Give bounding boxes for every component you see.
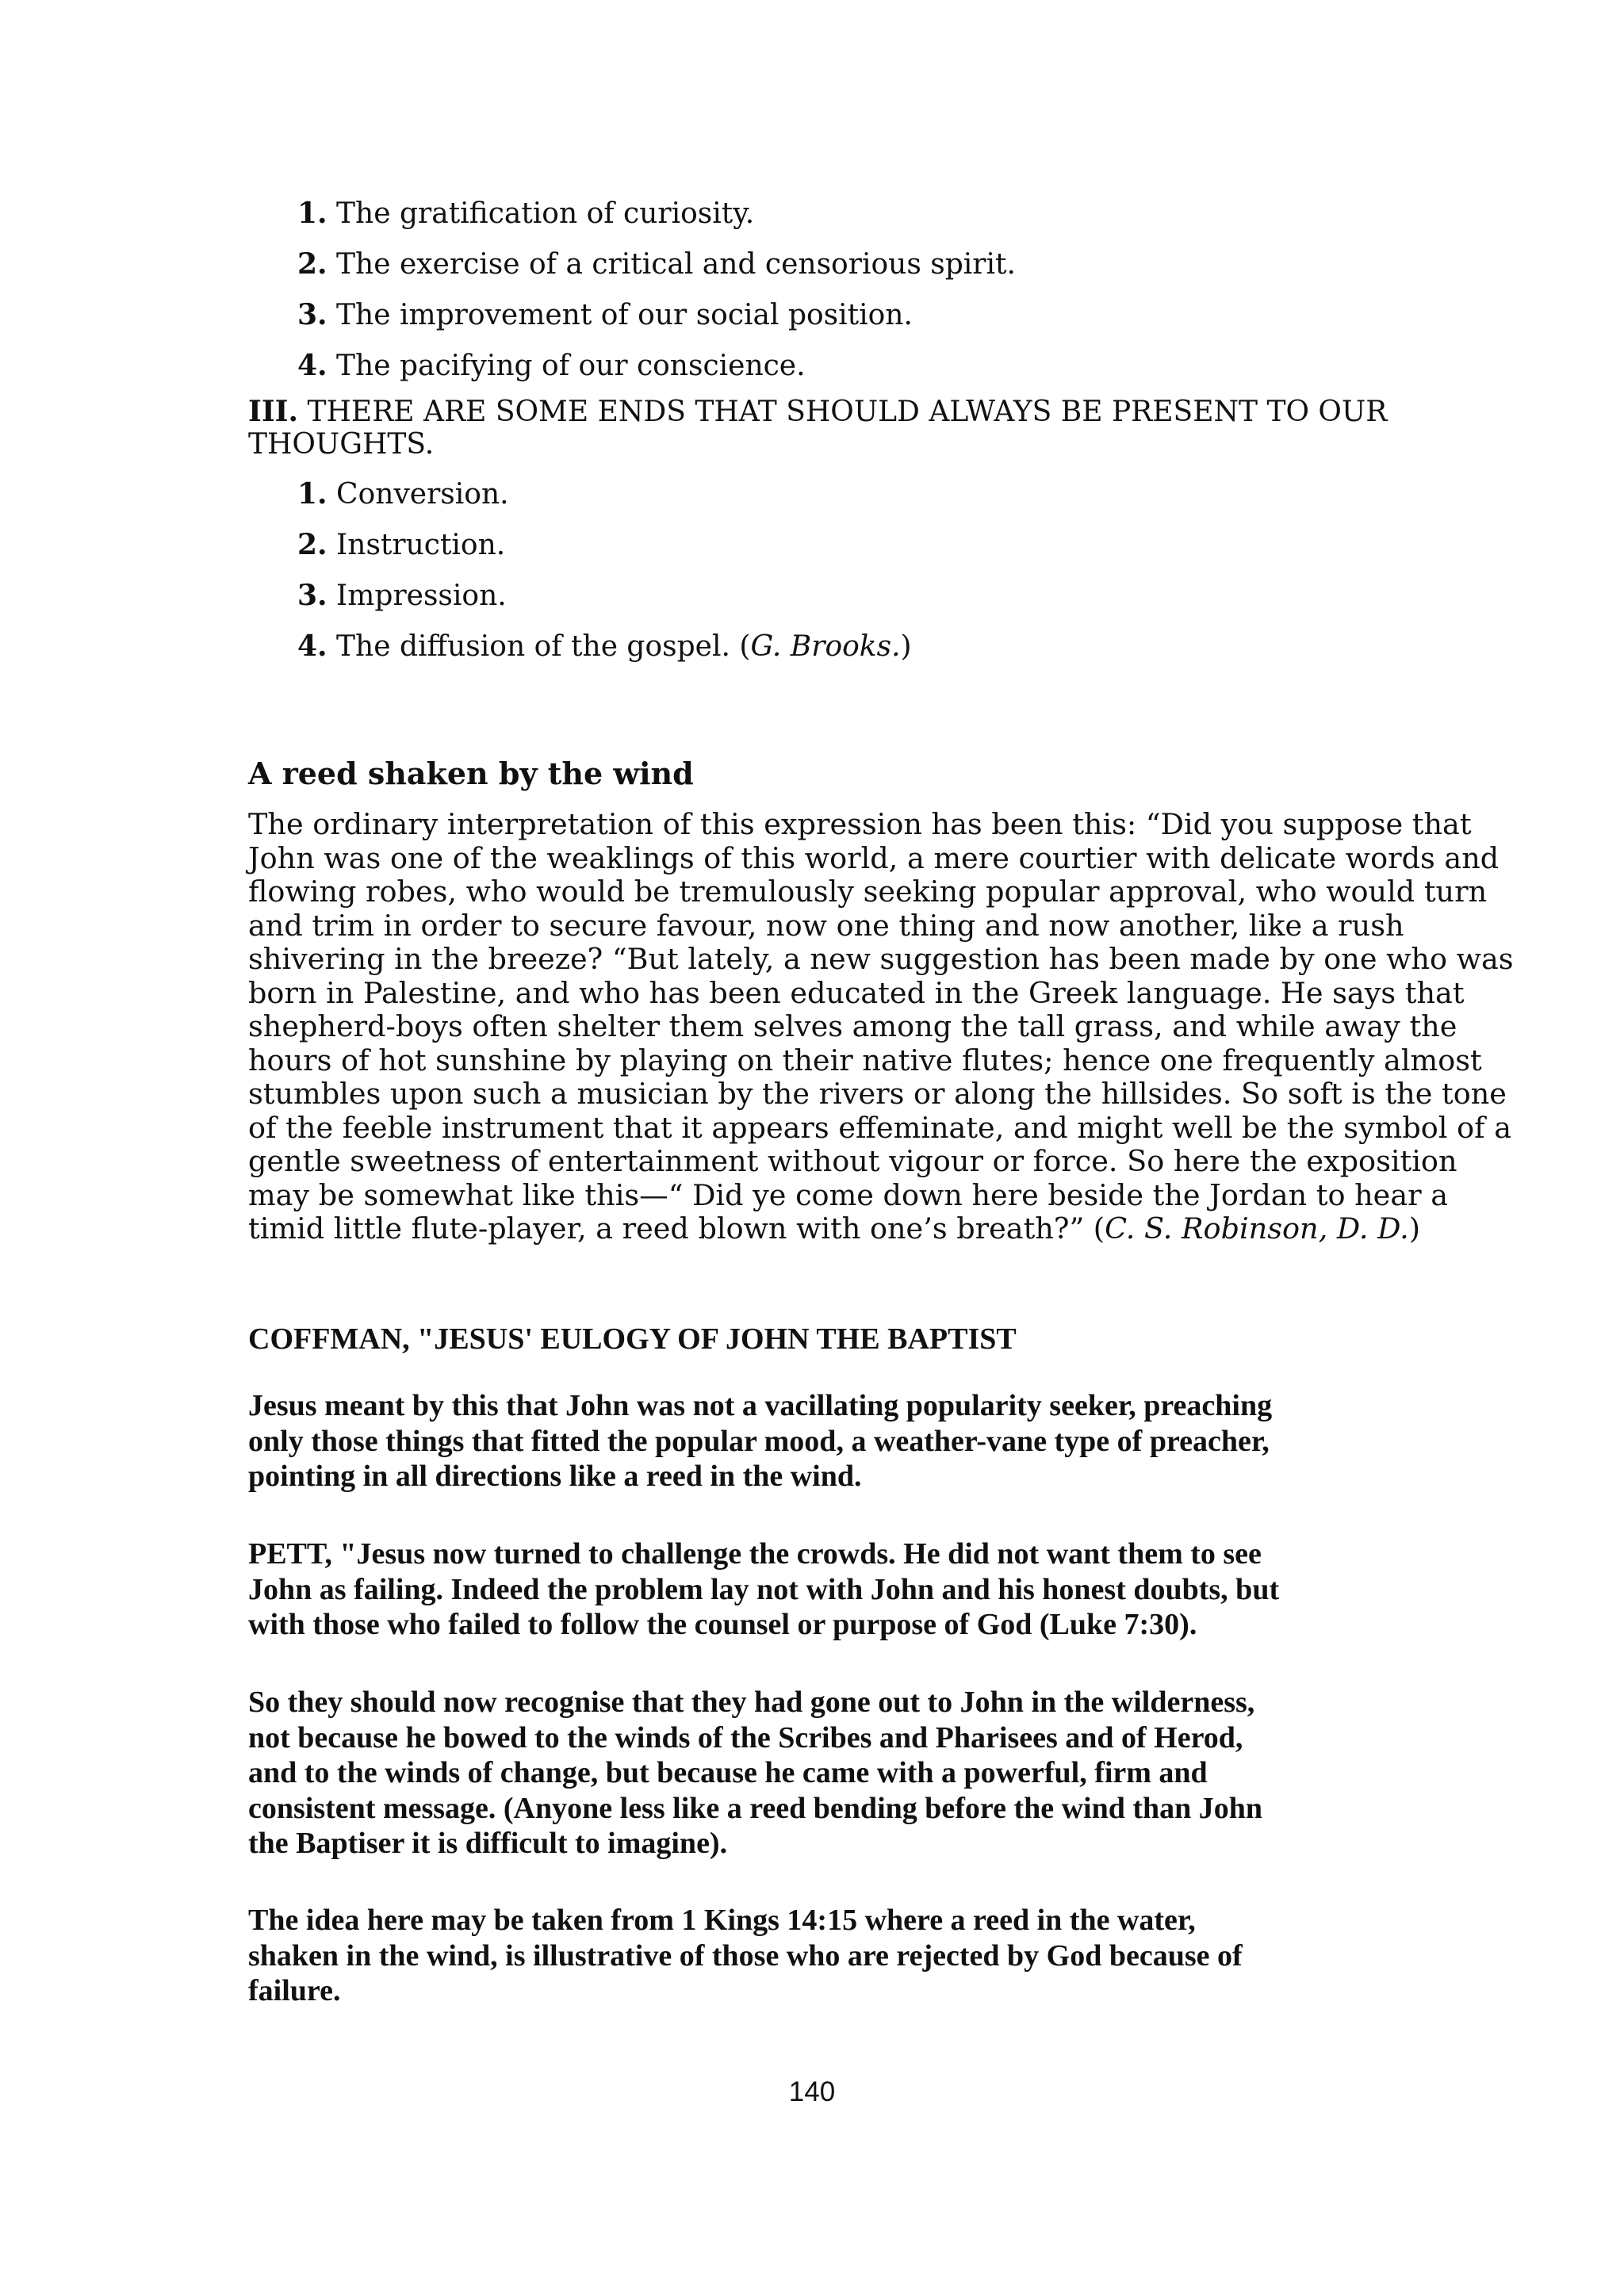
text-line: John as failing. Indeed the problem lay not with John and his honest doubts, but (248, 1572, 1280, 1606)
item-text: The improvement of our social position. (327, 299, 913, 331)
list-item (297, 629, 1390, 664)
text-line: gentle sweetness of entertainment without vigour or force. So here the exposition (248, 1144, 1457, 1178)
item-text: The diffusion of the gospel. ( (327, 630, 751, 663)
text-line-main: timid little flute-player, a reed blown with one’s breath?” ( (248, 1211, 1105, 1246)
text-line: pointing in all directions like a reed in the wind. (248, 1460, 862, 1493)
list-item (297, 476, 1390, 511)
list-item (297, 297, 1390, 332)
text-line: Jesus meant by this that John was not a vacillating popularity seeker, preaching (248, 1389, 1273, 1422)
text-line: consistent message. (Anyone less like a reed bending before the wind than John (248, 1791, 1263, 1825)
citation: C. S. Robinson, D. D. (1105, 1211, 1409, 1246)
item-text: The gratification of curiosity. (327, 197, 755, 230)
roman-numeral: III. (248, 395, 299, 428)
section-title: A reed shaken by the wind (248, 756, 694, 791)
text-line: of the feeble instrument that it appears effeminate, and might well be the symbol of a (248, 1110, 1512, 1145)
pett-paragraph-3 (248, 1903, 1398, 2009)
text-line: shaken in the wind, is illustrative of those who are rejected by God because of (248, 1938, 1243, 1973)
commentary-heading: COFFMAN, "JESUS' EULOGY OF JOHN THE BAPTIST (248, 1322, 1017, 1356)
item-number: 4. (297, 629, 327, 663)
text-line: and to the winds of change, but because he came with a powerful, firm and (248, 1756, 1208, 1789)
item-number: 1. (297, 477, 327, 511)
list-item (297, 527, 1390, 562)
pett-paragraph-1 (248, 1536, 1398, 1643)
page-number: 140 (788, 2076, 836, 2107)
text-line: So they should now recognise that they had gone out to John in the wilderness, (248, 1686, 1255, 1719)
item-number: 1. (297, 197, 327, 230)
text-line: only those things that fitted the popular mood, a weather-vane type of preacher, (248, 1424, 1270, 1458)
item-number: 2. (297, 528, 327, 561)
text-line: shepherd-boys often shelter them selves among the tall grass, and while away the (248, 1009, 1457, 1043)
outline-list (248, 196, 1390, 679)
reed-paragraph (248, 807, 1514, 1246)
section-heading-iii (248, 396, 1390, 461)
text-line: with those who failed to follow the counsel or purpose of God (Luke 7:30). (248, 1608, 1197, 1641)
text-line: stumbles upon such a musician by the rivers or along the hillsides. So soft is the tone (248, 1077, 1507, 1111)
item-text: The exercise of a critical and censorious spirit. (327, 248, 1016, 281)
section-heading-text: THERE ARE SOME ENDS THAT SHOULD ALWAYS BE PRESENT TO OUR THOUGHTS. (248, 396, 1388, 461)
item-text: Impression. (327, 580, 507, 612)
text-line: The ordinary interpretation of this expression has been this: “Did you suppose that (248, 807, 1472, 841)
item-text: Instruction. (327, 529, 506, 561)
text-line (248, 1211, 1421, 1246)
text-line: flowing robes, who would be tremulously seeking popular approval, who would turn (248, 874, 1488, 909)
text-line: hours of hot sunshine by playing on their native flutes; hence one frequently almost (248, 1043, 1482, 1077)
item-text-tail: ) (900, 630, 912, 663)
text-line: the Baptiser it is difficult to imagine). (248, 1827, 728, 1860)
item-number: 3. (297, 579, 327, 612)
text-line-tail: ) (1408, 1211, 1421, 1246)
text-line: and trim in order to secure favour, now one thing and now another, like a rush (248, 908, 1404, 943)
citation: G. Brooks. (750, 630, 901, 663)
item-number: 4. (297, 349, 327, 382)
text-line: born in Palestine, and who has been educated in the Greek language. He says that (248, 975, 1465, 1010)
item-number: 2. (297, 247, 327, 281)
text-line: may be somewhat like this—“ Did ye come down here beside the Jordan to hear a (248, 1177, 1449, 1212)
item-text: Conversion. (327, 478, 509, 511)
text-line: PETT, "Jesus now turned to challenge the crowds. He did not want them to see (248, 1537, 1262, 1571)
list-item (297, 247, 1390, 281)
text-line: not because he bowed to the winds of the Scribes and Pharisees and of Herod, (248, 1720, 1243, 1755)
text-line: shivering in the breeze? “But lately, a new suggestion has been made by one who was (248, 942, 1514, 976)
text-line: The idea here may be taken from 1 Kings 14:15 where a reed in the water, (248, 1904, 1196, 1937)
item-text: The pacifying of our conscience. (327, 350, 806, 382)
coffman-paragraph (248, 1388, 1398, 1494)
list-item (297, 578, 1390, 613)
list-item (297, 348, 1390, 383)
list-item (297, 196, 1390, 231)
text-line: John was one of the weaklings of this world, a mere courtier with delicate words and (248, 840, 1500, 875)
item-number: 3. (297, 298, 327, 331)
text-line: failure. (248, 1974, 341, 2007)
pett-paragraph-2 (248, 1685, 1398, 1862)
